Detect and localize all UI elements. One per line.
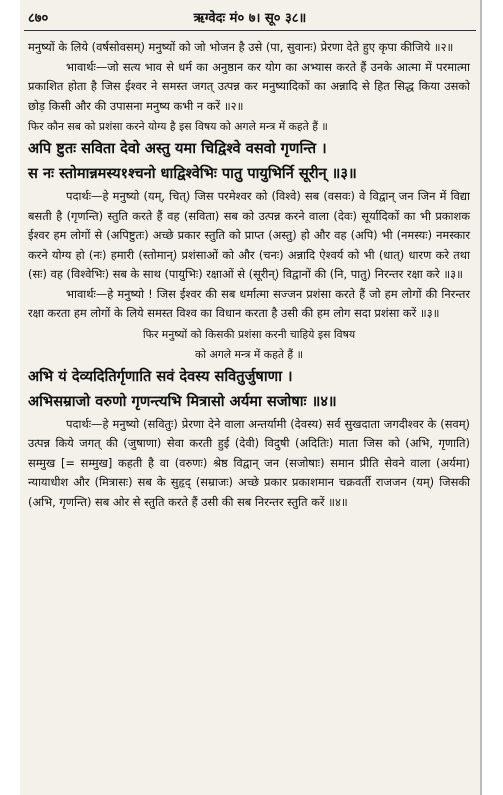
continued-paragraph: मनुष्यों के लिये (वर्षसोवसम्) मनुष्यों को जो भोजन है उसे (पा, सुवानः) प्रेरणा देते हुए कृपा कीजिये ॥२॥ bbox=[28, 40, 454, 54]
page-body bbox=[28, 38, 470, 512]
mantra-line: अपि ष्टुतः सविता देवो अस्तु यमा चिद्विश्वे वसवो गृणन्ति । bbox=[28, 140, 327, 157]
topic-introduction: फिर कौन सब को प्रशंसा करने योग्य है इस विषय को अगले मन्त्र में कहते हैं ॥ bbox=[28, 120, 328, 133]
topic-introduction: फिर मनुष्यों को किसकी प्रशंसा करनी चाहिये इस विषय bbox=[142, 327, 356, 341]
bhavartha-paragraph: भावार्थः—जो सत्य भाव से धर्म का अनुष्ठान कर योग का अभ्यास करते हैं उनके आत्मा में परमात्मा प्रकाशित होता है जिस ईश्वर ने समस्त जगत् उत्पन्न कर मनुष्यादिकों का अन्नादि से हित सिद्ध किया उसको छोड़ किसी और की उपासना मनुष्य कभी न करें ॥२॥ bbox=[28, 59, 470, 113]
page-header bbox=[28, 6, 472, 30]
book-page bbox=[20, 0, 482, 795]
header-rule bbox=[24, 30, 476, 31]
padartha-paragraph: पदार्थः—हे मनुष्यो (यम्, चित्) जिस परमेश्वर को (विश्वे) सब (वसवः) वे विद्वान् जन जिन में विद्या बसती है (गृणन्ति) स्तुति करते हैं वह (सविता) सब को उत्पन्न करने वाला (देवः) सूर्यादिकों का भी प्रकाशक ईश्वर हम लोगों से (अपिष्टुतः) अच्छे प्रकार स्तुति को प्राप्त (अस्तु) हो और वह (अपि) भी (नमस्यः) नमस्कार करने योग्य हो (नः) हमारी (स्तोमान्) प्रशंसाओं को और (चनः) अन्नादि ऐश्वर्य को भी (धात्) धारण करे तथा (सः) वह (विश्वेभिः) सब के साथ (पायुभिः) रक्षाओं से (सूरीन्) विद्वानों की (नि, पातु) निरन्तर रक्षा करे ॥३॥ bbox=[28, 189, 470, 281]
padartha-paragraph: पदार्थः—हे मनुष्यो (सवितुः) प्रेरणा देने वाला अन्तर्यामी (देवस्य) सर्व सुखदाता जगदीश्वर के (सवम्) उत्पन्न किये जगत् की (जुषाणा) सेवा करती हुई (देवी) विदुषी (अदितिः) माता जिस को (अभि, गृणाति) सम्मुख [= सम्मुख] कहती है वा (वरुणः) श्रेष्ठ विद्वान् जन (सजोषाः) समान प्रीति सेवने वाला (अर्यमा) न्यायाधीश और (मित्रासः) सब के सुहृद् (सम्राजः) अच्छे प्रकार प्रकाशमान चक्रवर्ती राजजन (यम्) जिसकी (अभि, गृणन्ति) सब ओर से स्तुति करते हैं उसी की सब निरन्तर स्तुति करें ॥४॥ bbox=[28, 416, 470, 509]
running-head: ऋग्वेदः मं० ७। सू० ३८॥ bbox=[193, 11, 307, 26]
topic-introduction: को अगले मन्त्र में कहते हैं ॥ bbox=[194, 347, 304, 361]
mantra-line: अभि यं देव्यदितिर्गृणाति सवं देवस्य सवितुर्जुषाणा । bbox=[28, 367, 293, 385]
mantra-line: अभिसम्राजो वरुणो गृणन्त्यभि मित्रासो अर्यमा सजोषाः ॥४॥ bbox=[28, 392, 337, 410]
mantra-line: स नः स्तोमान्नमस्य१श्चनो धाद्विश्वेभिः पातु पायुभिर्नि सूरीन् ॥३॥ bbox=[28, 165, 357, 182]
page-number: ८७० bbox=[28, 11, 49, 26]
bhavartha-paragraph: भावार्थः—हे मनुष्यो ! जिस ईश्वर की सब धर्मात्मा सज्जन प्रशंसा करते हैं जो हम लोगों की निरन्तर रक्षा करता हम लोगों के लिये समस्त विश्व का विधान करता है उसी की हम लोग सदा प्रशंसा करें ॥३॥ bbox=[28, 286, 470, 320]
